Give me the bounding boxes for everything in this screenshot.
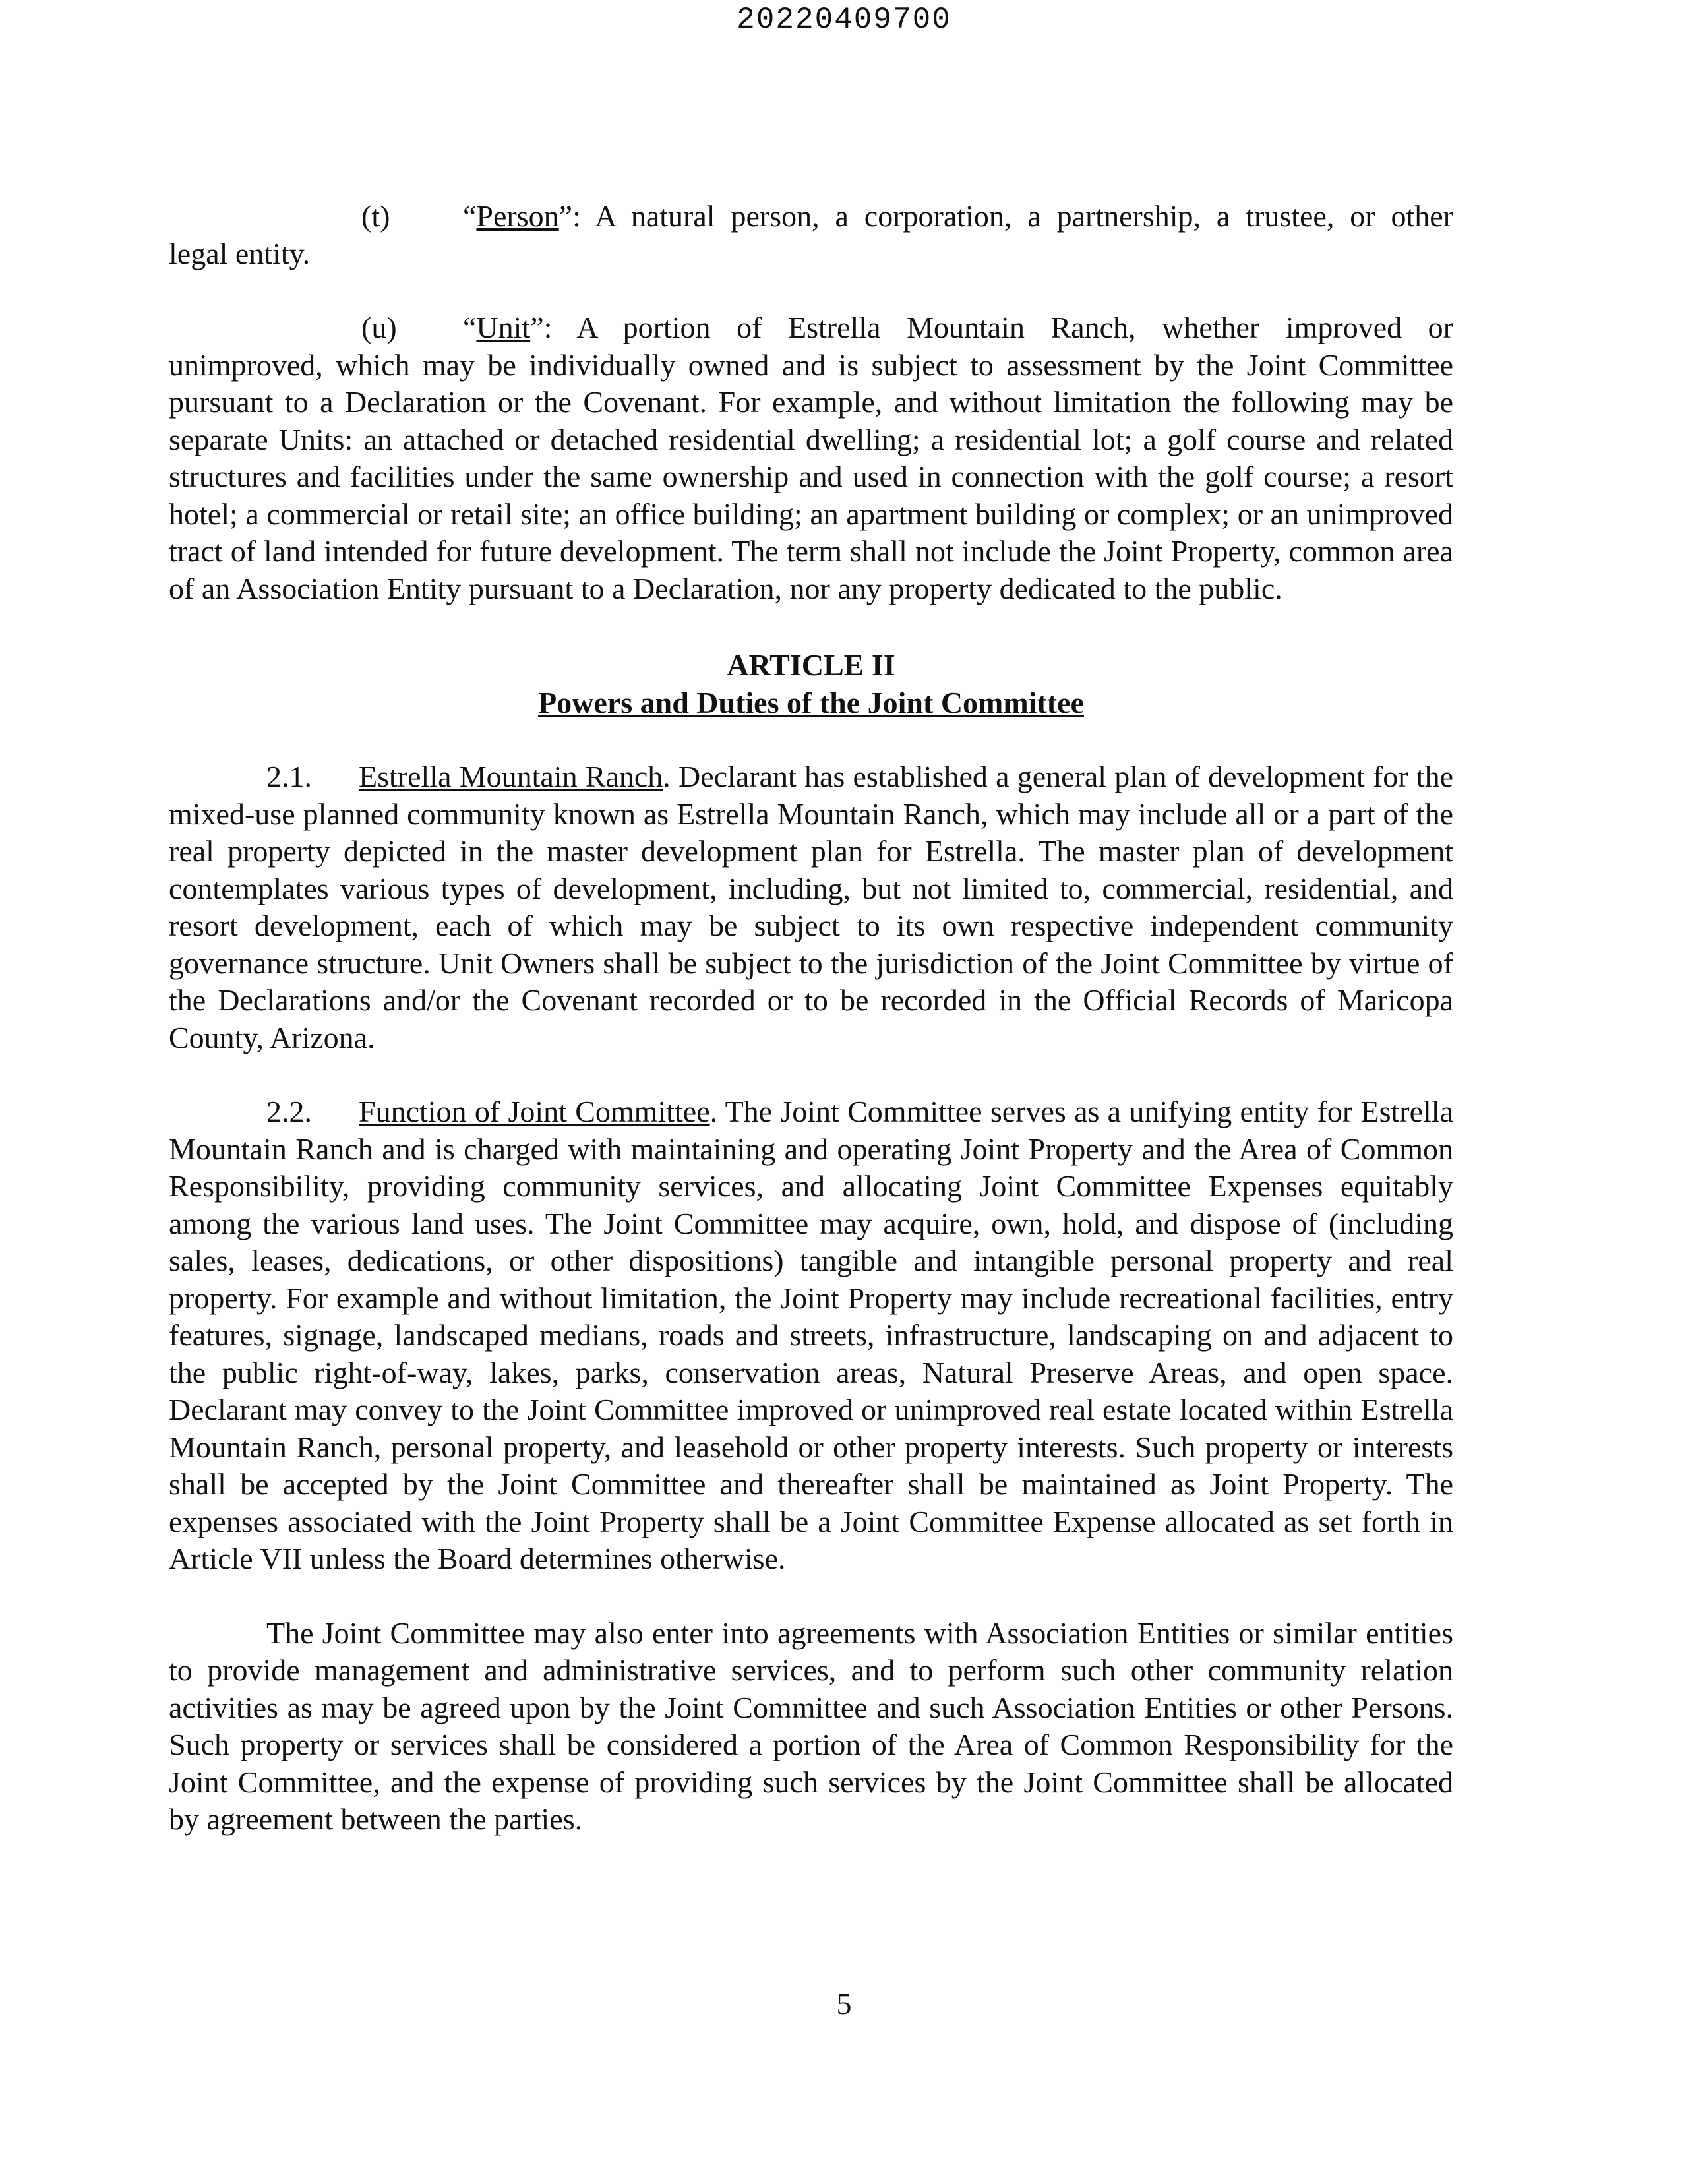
article-number: ARTICLE II bbox=[727, 648, 895, 682]
definition-u bbox=[169, 309, 1453, 607]
section-number: 2.1. bbox=[266, 760, 312, 793]
definition-continuation: legal entity. bbox=[169, 236, 311, 270]
definition-first-line: (t) “Person”: A natural person, a corporation, a partnership, a trustee, or other bbox=[169, 198, 1453, 235]
closing-paragraph: The Joint Committee may also enter into agreements with Association Entities or similar entities to provide management and administrative services, and to perform such other community relation activities as may be agreed upon by the Joint Committee and such Association Entities or other Persons. Such property or services shall be considered a portion of the Area of Common Responsibility for the Joint Committee, and the expense of providing such services by the Joint Committee shall be allocated by agreement between the parties. bbox=[169, 1616, 1453, 1836]
section-2-1 bbox=[169, 758, 1453, 1056]
definition-marker: (u) bbox=[361, 311, 397, 344]
defined-term: Person bbox=[476, 199, 559, 233]
section-text: . Declarant has established a general plan of development for the mixed-use planned community known as Estrella Mountain Ranch, which may include all or a part of the real property depicted in the master development plan for Estrella. The master plan of development contemplates various types of development, including, but not limited to, commercial, residential, and resort development, each of which may be subject to its own respective independent community governance structure. Unit Owners shall be subject to the jurisdiction of the Joint Committee by virtue of the Declarations and/or the Covenant recorded or to be recorded in the Official Records of Maricopa County, Arizona. bbox=[169, 760, 1454, 1054]
defined-term: Unit bbox=[476, 311, 531, 344]
definition-marker: (t) bbox=[361, 199, 390, 233]
definition-continuation: unimproved, which may be individually owned and is subject to assessment by the Joint Committee pursuant to a Declaration or the Covenant. For example, and without limitation the following may be separate Units: an attached or detached residential dwelling; a residential lot; a golf course and related structures and facilities under the same ownership and used in connection with the golf course; a resort hotel; a commercial or retail site; an office building; an apartment building or complex; or an unimproved tract of land intended for future development. The term shall not include the Joint Property, common area of an Association Entity pursuant to a Declaration, nor any property dedicated to the public. bbox=[169, 348, 1453, 605]
page-number: 5 bbox=[836, 1987, 852, 2020]
article-title: Powers and Duties of the Joint Committee bbox=[538, 685, 1084, 719]
section-heading: Estrella Mountain Ranch bbox=[359, 760, 663, 793]
recording-number: 20220409700 bbox=[737, 3, 951, 37]
section-text: . The Joint Committee serves as a unifying entity for Estrella Mountain Ranch and is charged with maintaining and operating Joint Property and the Area of Common Responsibility, providing community services, and allocating Joint Committee Expenses equitably among the various land uses. The Joint Committee may acquire, own, hold, and dispose of (including sales, leases, dedications, or other dispositions) tangible and intangible personal property and real property. For example and without limitation, the Joint Property may include recreational facilities, entry features, signage, landscaped medians, roads and streets, infrastructure, landscaping on and adjacent to the public right-of-way, lakes, parks, conservation areas, Natural Preserve Areas, and open space. Declarant may convey to the Joint Committee improved or unimproved real estate located within Estrella Mountain Ranch, personal property, and leasehold or other property interests. Such property or interests shall be accepted by the Joint Committee and thereafter shall be maintained as Joint Property. The expenses associated with the Joint Property shall be a Joint Committee Expense allocated as set forth in Article VII unless the Board determines otherwise. bbox=[169, 1095, 1453, 1575]
definition-first-text: : A natural person, a corporation, a partnership, a trustee, or other bbox=[572, 199, 1453, 233]
document-body bbox=[169, 198, 1453, 1838]
definition-t bbox=[169, 198, 1453, 272]
definition-first-line: (u) “Unit”: A portion of Estrella Mountain Ranch, whether improved or bbox=[169, 309, 1453, 347]
section-heading: Function of Joint Committee bbox=[359, 1095, 710, 1128]
section-2-2 bbox=[169, 1093, 1453, 1578]
section-number: 2.2. bbox=[266, 1095, 312, 1128]
definition-first-text: : A portion of Estrella Mountain Ranch, whether improved or bbox=[543, 311, 1453, 344]
